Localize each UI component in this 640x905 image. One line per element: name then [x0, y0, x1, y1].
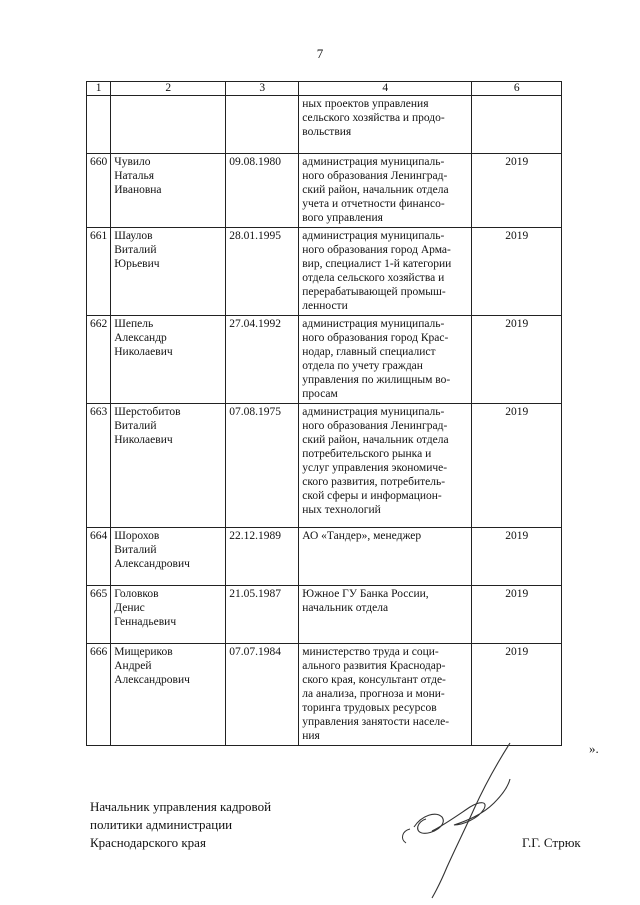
page-number: 7 — [316, 46, 324, 61]
person-name: Шерстобитов Виталий Николаевич — [111, 404, 226, 528]
table-body — [87, 96, 562, 746]
position-description: администрация муниципаль- ного образования Ленинград- ский район, начальник отдела учета и отчетности финансо- вого управления — [299, 154, 472, 228]
table-row — [87, 316, 562, 404]
row-number: 664 — [87, 528, 111, 586]
year: 2019 — [472, 228, 562, 316]
position-description: АО «Тандер», менеджер — [299, 528, 472, 586]
year: 2019 — [472, 316, 562, 404]
signer-title-line-1: Начальник управления кадровой — [90, 799, 272, 814]
row-number: 666 — [87, 644, 111, 746]
birth-date: 22.12.1989 — [226, 528, 299, 586]
year: 2019 — [472, 586, 562, 644]
table-header-row — [87, 82, 562, 96]
position-description: администрация муниципаль- ного образования Ленинград- ский район, начальник отдела потребительского рынка и услуг управления экономиче- ского развития, потребитель- ской сферы и информацион- ных технологий — [299, 404, 472, 528]
signer-title-line-3: Краснодарского края — [90, 835, 206, 850]
person-name: Шаулов Виталий Юрьевич — [111, 228, 226, 316]
personnel-table — [86, 81, 562, 746]
person-name: Шорохов Виталий Александрович — [111, 528, 226, 586]
position-description: министерство труда и соци- ального развития Краснодар- ского края, консультант отде- ла анализа, прогноза и мони- торинга трудовых ресурсов управления занятости населе- ния — [299, 644, 472, 746]
table-row — [87, 228, 562, 316]
closing-quote: ». — [589, 741, 599, 756]
row-number: 665 — [87, 586, 111, 644]
position-description: Южное ГУ Банка России, начальник отдела — [299, 586, 472, 644]
row-number — [87, 96, 111, 154]
header-col-1: 1 — [87, 82, 111, 96]
table-row — [87, 528, 562, 586]
person-name: Чувило Наталья Ивановна — [111, 154, 226, 228]
position-description: ных проектов управления сельского хозяйства и продо- вольствия — [299, 96, 472, 154]
header-col-3: 3 — [226, 82, 299, 96]
person-name: Головков Денис Геннадьевич — [111, 586, 226, 644]
row-number: 663 — [87, 404, 111, 528]
birth-date: 27.04.1992 — [226, 316, 299, 404]
position-description: администрация муниципаль- ного образования город Арма- вир, специалист 1-й категории отдела сельского хозяйства и перерабатывающей промыш- ленности — [299, 228, 472, 316]
row-number: 661 — [87, 228, 111, 316]
handwritten-signature — [392, 735, 552, 900]
person-name — [111, 96, 226, 154]
row-number: 660 — [87, 154, 111, 228]
year: 2019 — [472, 644, 562, 746]
position-description: администрация муниципаль- ного образования город Крас- нодар, главный специалист отдела по учету граждан управления по жилищным во- просам — [299, 316, 472, 404]
table-row — [87, 154, 562, 228]
person-name: Шепель Александр Николаевич — [111, 316, 226, 404]
year — [472, 96, 562, 154]
header-col-2: 2 — [111, 82, 226, 96]
birth-date: 28.01.1995 — [226, 228, 299, 316]
birth-date: 07.07.1984 — [226, 644, 299, 746]
person-name: Мищериков Андрей Александрович — [111, 644, 226, 746]
birth-date: 21.05.1987 — [226, 586, 299, 644]
year: 2019 — [472, 404, 562, 528]
birth-date: 07.08.1975 — [226, 404, 299, 528]
signature-block — [90, 798, 271, 852]
header-col-6: 6 — [472, 82, 562, 96]
table-row — [87, 96, 562, 154]
year: 2019 — [472, 154, 562, 228]
signer-title-line-2: политики администрации — [90, 817, 233, 832]
row-number: 662 — [87, 316, 111, 404]
birth-date: 09.08.1980 — [226, 154, 299, 228]
table-row — [87, 404, 562, 528]
table-row — [87, 644, 562, 746]
year: 2019 — [472, 528, 562, 586]
table-row — [87, 586, 562, 644]
header-col-4: 4 — [299, 82, 472, 96]
birth-date — [226, 96, 299, 154]
signer-name: Г.Г. Стрюк — [522, 835, 581, 850]
